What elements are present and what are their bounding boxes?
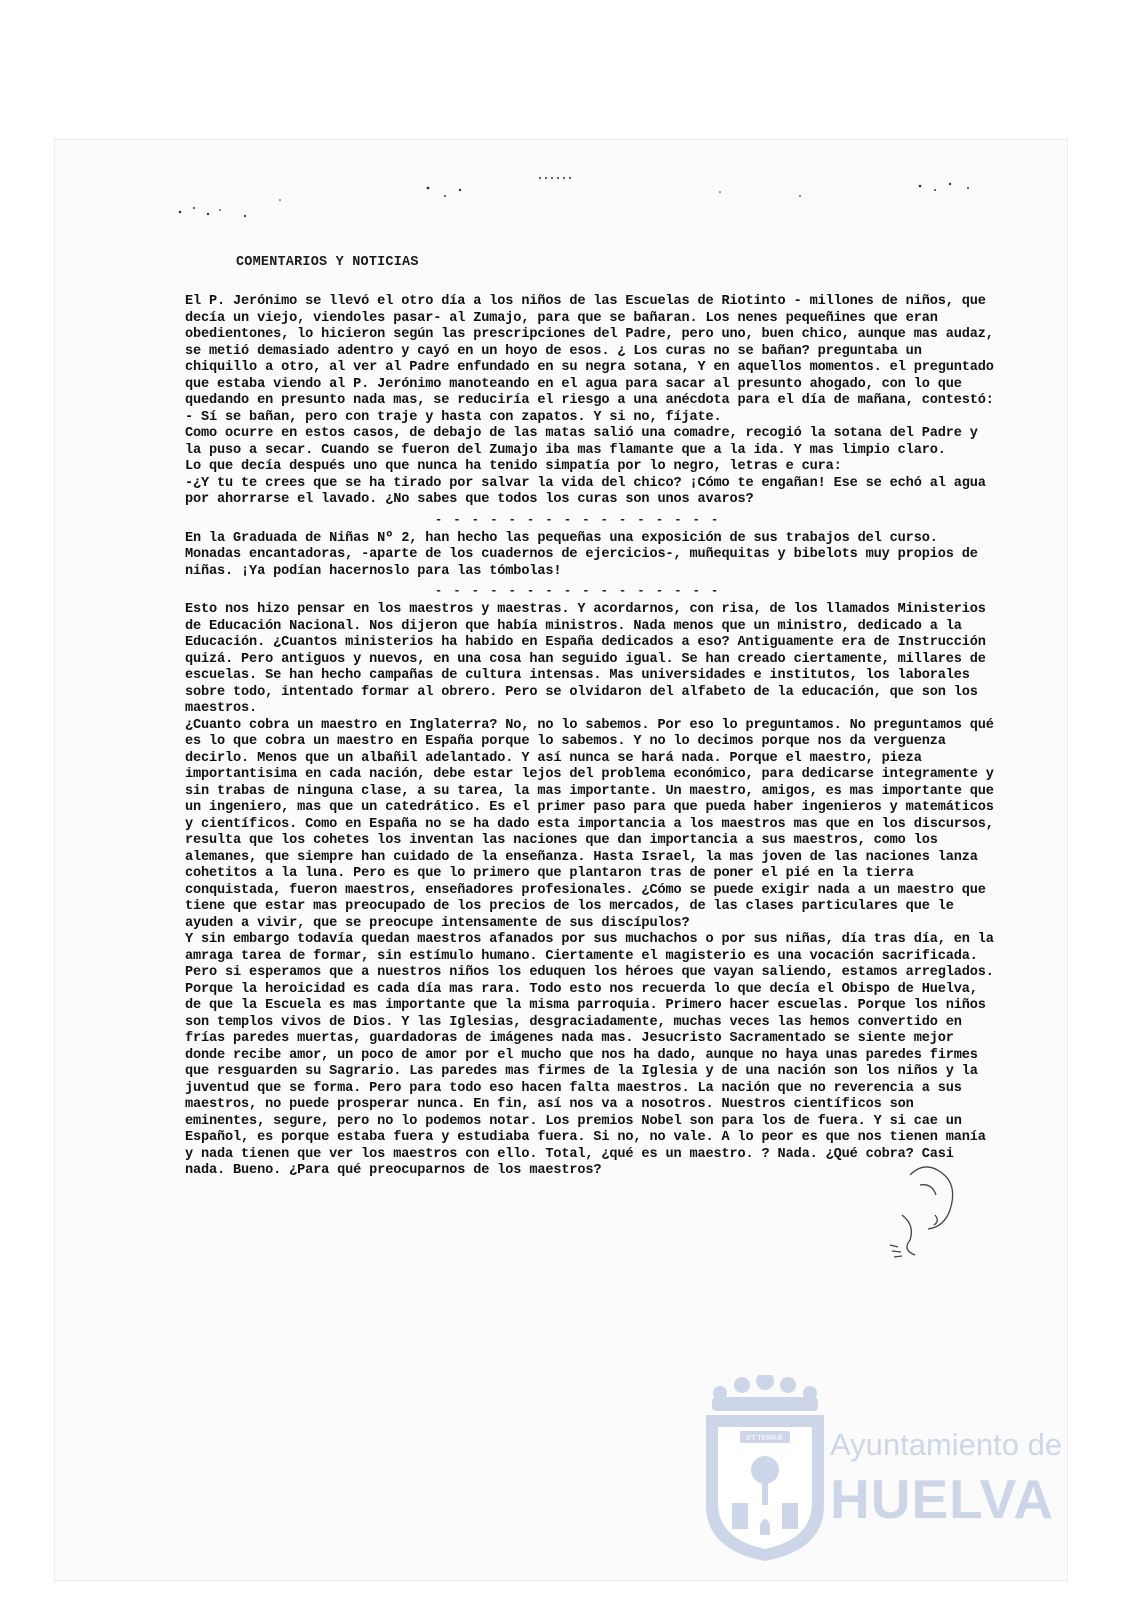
paragraph: Esto nos hizo pensar en los maestros y maestras. Y acordarnos, con risa, de los llamados Ministerios de Educación Nacional. Nos dijeron que había ministros. Nada menos que un ministro, dedicado a la Educación. ¿Cuantos ministerios ha habido en España dedicados a eso? Antiguamente era de Instrucción quizá. Pero antiguos y nuevos, en una cosa han seguido igual. Se han creado ciertamente, millares de escuelas. Se han hecho campañas de cultura intensas. Mas universidades e institutos, los laborales sobre todo, intentado formar al obrero. Pero se olvidaron del alfabeto de la educación, que son los maestros.	[185, 602, 986, 716]
document-body	[185, 294, 1000, 1180]
watermark-line-2: HUELVA	[830, 1468, 1054, 1530]
paragraph: Como ocurre en estos casos, de debajo de las matas salió una comadre, recogió la sotana del Padre y la puso a secar. Cuando se fueron del Zumajo iba mas flamante que a la ida. Y mas limpio claro.	[185, 426, 978, 458]
paragraph: En la Graduada de Niñas Nº 2, han hecho las pequeñas una exposición de sus trabajos del curso. Monadas encantadoras, -aparte de los cuadernos de ejercicios-, muñequitas y bibelots muy propios de niñas. ¡Ya podían hacernoslo para las tómbolas!	[185, 530, 978, 579]
huelva-watermark	[700, 1375, 1063, 1565]
paragraph: - Sí se bañan, pero con traje y hasta con zapatos. Y si no, fíjate.	[185, 409, 722, 425]
paragraph: Y sin embargo todavía quedan maestros afanados por sus muchachos o por sus niñas, día tras día, en la amraga tarea de formar, sin estímulo humano. Ciertamente el magisterio es una vocación sacrificada. Pero si esperamos que a nuestros niños los eduquen los héroes que vayan saliendo, estamos arreglados. Porque la heroicidad es cada día mas rara. Todo esto nos recuerda lo que decía el Obispo de Huelva, de que la Escuela es mas importante que la misma parroquia. Primero hacer escuelas. Porque los niños son templos vivos de Dios. Y las Iglesias, desgraciadamente, muchas veces las hemos convertido en frías paredes muertas, guardadoras de imágenes nada mas. Jesucristo Sacramentado se siente mejor donde recibe amor, un poco de amor por el mucho que nos ha dado, aunque no haya unas paredes firmes que resguarden su Sagrario. Las paredes mas firmes de la Iglesia y de una nación son los niños y la juventud que se forma. Pero para todo eso hacen falta maestros. La nación que no reverencia a sus maestros, no puede prosperar nunca. En fin, así nos va a nosotros. Nuestros científicos son eminentes, segure, pero no lo podemos notar. Los premios Nobel son para los de fuera. Y si cae un Español, es porque estaba fuera y estudiaba fuera. Si no, no vale. A lo peor es que nos tienen manía y nada tienen que ver los maestros con ello. Total, ¿qué es un maestro. ? Nada. ¿Qué cobra? Casi nada. Bueno. ¿Para qué preocuparnos de los maestros?	[185, 932, 994, 1178]
page-title: COMENTARIOS Y NOTICIAS	[236, 255, 419, 270]
margin-specks	[160, 170, 1010, 230]
coat-of-arms-icon	[700, 1375, 830, 1565]
paragraph: -¿Y tu te crees que se ha tirado por salvar la vida del chico? ¡Cómo te engañan! Ese se echó al agua por ahorrarse el lavado. ¿No sabes que todos los curas son unos avaros?	[185, 475, 986, 507]
margin-sketch	[880, 1155, 980, 1265]
section-separator: - - - - - - - - - - - - - - - -	[435, 512, 721, 527]
svg-text:ET TERRÆ: ET TERRÆ	[746, 1435, 784, 1442]
paragraph: El P. Jerónimo se llevó el otro día a los niños de las Escuelas de Riotinto - millones de niños, que decía un viejo, viendoles pasar- al Zumajo, para que se bañaran. Los nenes pequeñines que eran obedientones, lo hicieron según las prescripciones del Padre, pero uno, buen chico, aunque mas audaz, se metió demasiado adentro y cayó en un hoyo de esos. ¿ Los curas no se bañan? preguntaba un chiquillo a otro, al ver al Padre enfundado en su negra sotana, Y en aquellos momentos. el preguntado que estaba viendo al P. Jerónimo manoteando en el agua para sacar al presunto ahogado, con lo que quedando en presunto nada mas, se reduciría el riesgo a una anécdota para el día de mañana, contestó:	[185, 294, 994, 408]
section-separator: - - - - - - - - - - - - - - - -	[435, 584, 721, 598]
paragraph: ¿Cuanto cobra un maestro en Inglaterra? No, no lo sabemos. Por eso lo preguntamos. No preguntamos qué es lo que cobra un maestro en España porque lo sabemos. Y no lo decimos porque nos da verguenza decirlo. Menos que un albañil adelantado. Y así nunca se hará nada. Porque el maestro, pieza importantisima en cada nación, debe estar lejos del problema económico, para dedicarse integramente y sin trabas de ninguna clase, a su tarea, la mas importante. Un maestro, amigos, es mas importante que un ingeniero, mas que un catedrático. Es el primer paso para que pueda haber ingenieros y matemáticos y científicos. Como en España no se ha dado esta importancia a los maestros mas que en los discursos, resulta que los cohetes los inventan las naciones que dan importancia a sus maestros, como los alemanes, que siempre han cuidado de la enseñanza. Hasta Israel, la mas joven de las naciones lanza cohetitos a la luna. Pero es que lo primero que plantaron tras de poner el pié en la tierra conquistada, fueron maestros, enseñadores profesionales. ¿Cómo se puede exigir nada a un maestro que tiene que estar mas preocupado de los precios de los mercados, de las clases particulares que le ayuden a vivir, que se preocupe intensamente de sus discípulos?	[185, 717, 994, 931]
watermark-line-1: Ayuntamiento de	[830, 1427, 1063, 1462]
paragraph: Lo que decía después uno que nunca ha tenido simpatía por lo negro, letras e cura:	[185, 459, 842, 474]
